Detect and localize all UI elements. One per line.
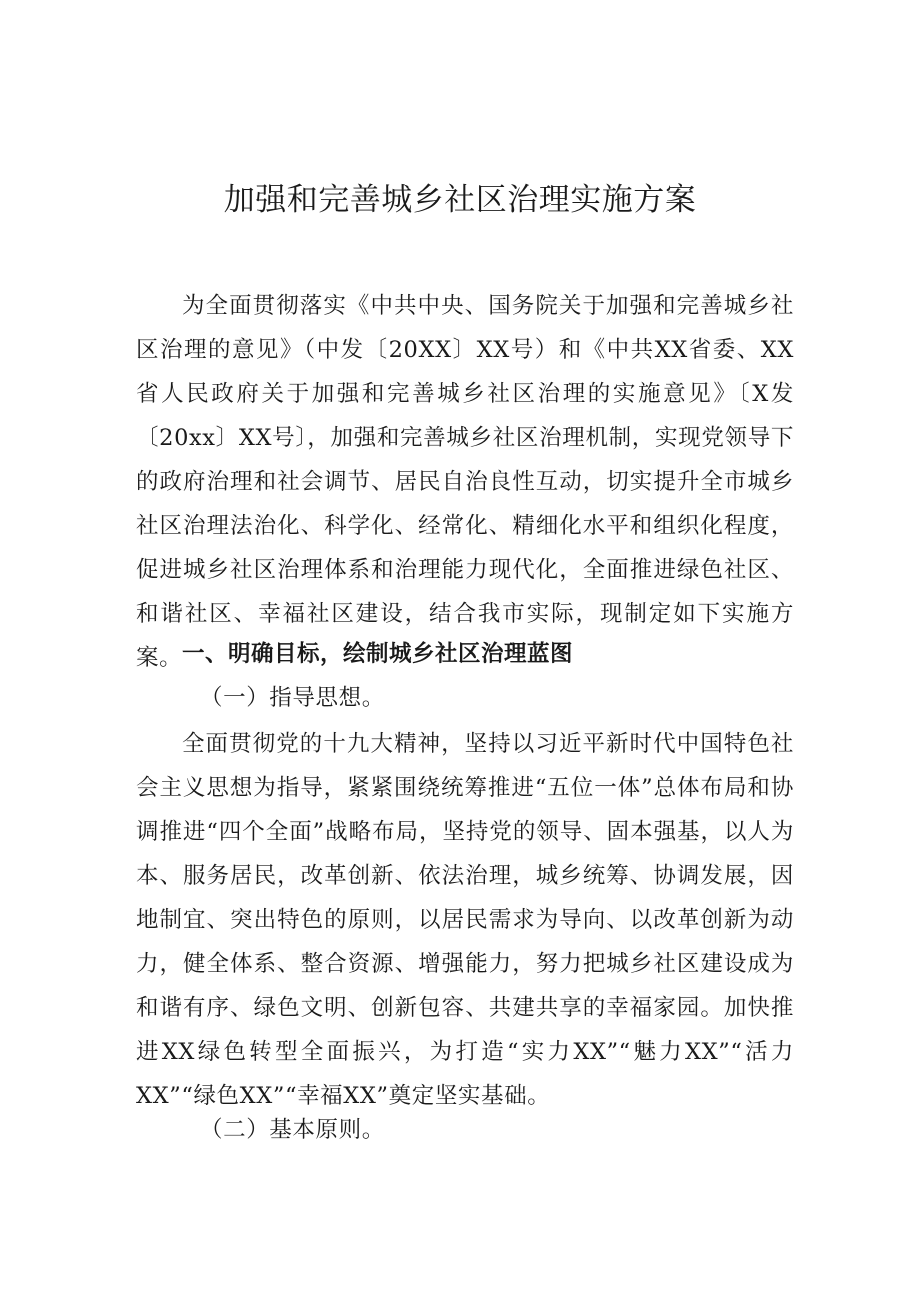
section-1-heading: 一、明确目标，绘制城乡社区治理蓝图: [182, 641, 574, 667]
document-title: 加强和完善城乡社区治理实施方案: [223, 182, 697, 218]
subsection-2-heading: （二）基本原则。: [200, 1117, 385, 1143]
intro-paragraph: 为全面贯彻落实《中共中央、国务院关于加强和完善城乡社区治理的意见》（中发〔20XX〕XX号）和《中共XX省委、XX省人民政府关于加强和完善城乡社区治理的实施意见》〔X发〔20xx〕XX号〕，加强和完善城乡社区治理机制，实现党领导下的政府治理和社会调节、居民自治良性互动，切实提升全市城乡社区治理法治化、科学化、经常化、精细化水平和组织化程度，促进城乡社区治理体系和治理能力现代化，全面推进绿色社区、和谐社区、幸福社区建设，结合我市实际，现制定如下实施方案。: [136, 293, 794, 671]
subsection-1-heading: （一）指导思想。: [200, 685, 385, 711]
guiding-ideology-paragraph: 全面贯彻党的十九大精神，坚持以习近平新时代中国特色社会主义思想为指导，紧紧围绕统筹推进“五位一体”总体布局和协调推进“四个全面”战略布局，坚持党的领导、固本强基，以人为本、服务居民，改革创新、依法治理，城乡统筹、协调发展，因地制宜、突出特色的原则，以居民需求为导向、以改革创新为动力，健全体系、整合资源、增强能力，努力把城乡社区建设成为和谐有序、绿色文明、创新包容、共建共享的幸福家园。加快推进XX绿色转型全面振兴，为打造“实力XX”“魅力XX”“活力XX”“绿色XX”“幸福XX”奠定坚实基础。: [136, 731, 794, 1109]
